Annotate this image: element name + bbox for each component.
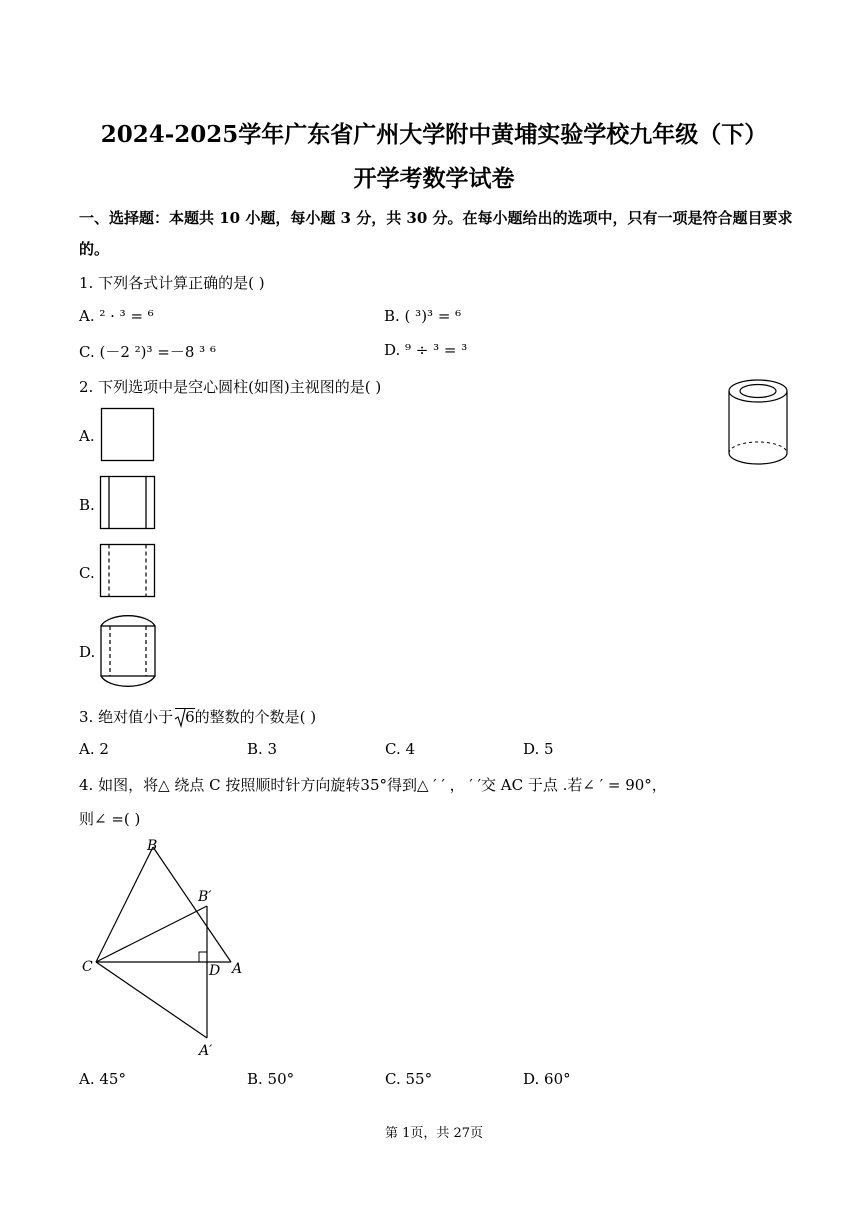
sqrt-expression [175, 708, 195, 726]
question-3-option-b: B. 3 [247, 740, 278, 758]
exam-title-line1: 2024-2025学年广东省广州大学附中黄埔实验学校九年级（下） [100, 121, 768, 148]
question-4-option-c: C. 55° [385, 1070, 433, 1088]
question-4-option-b: B. 50° [247, 1070, 295, 1088]
question-4-option-a: A. 45° [79, 1070, 126, 1088]
option-a-square-figure [101, 408, 155, 462]
question-2-option-b-label: B. [79, 496, 95, 514]
section-heading-continued: 的。 [79, 240, 110, 258]
point-a-label: A [232, 961, 243, 977]
radicand: 6 [185, 708, 195, 726]
question-2-option-d-label: D. [79, 643, 96, 661]
question-1-option-c: C. (－2 ²)³ =－8 ³ ⁶ [79, 343, 216, 361]
question-3-option-d: D. 5 [523, 740, 554, 758]
option-d-arc-figure [98, 610, 160, 694]
question-1-stem: 1. 下列各式计算正确的是( ) [79, 274, 265, 292]
question-1-option-a: A. ² · ³ = ⁶ [79, 307, 154, 325]
page-footer: 第 1页，共 27页 [384, 1126, 484, 1141]
point-a-prime-label: A′ [199, 1043, 213, 1059]
question-4-stem-line2: 则∠ =( ) [79, 810, 141, 828]
radical-sign-icon [175, 709, 185, 727]
hollow-cylinder-figure [725, 378, 791, 470]
point-b-prime-label: B′ [198, 889, 212, 905]
question-3-option-c: C. 4 [385, 740, 416, 758]
question-3-stem-after: 的整数的个数是( ) [194, 708, 317, 726]
point-b-label: B [147, 838, 158, 854]
question-4-stem-line1: 4. 如图，将△ 绕点 C 按照顺时针方向旋转35°得到△ ′ ′ ， ′ ′交 AC 于点 .若∠ ′ = 90°， [79, 776, 667, 794]
option-b-solid-lines-figure [100, 476, 156, 530]
question-3-stem-before: 3. 绝对值小于 [79, 708, 174, 726]
question-1-option-b: B. ( ³)³ = ⁶ [384, 307, 462, 325]
point-c-label: C [82, 959, 93, 975]
question-1-option-d: D. ⁹ ÷ ³ = ³ [384, 341, 468, 359]
option-c-dashed-lines-figure [100, 544, 156, 598]
question-2-option-c-label: C. [79, 564, 95, 582]
question-3-option-a: A. 2 [79, 740, 109, 758]
question-2-option-a-label: A. [79, 427, 95, 445]
section-heading: 一、选择题：本题共 10 小题，每小题 3 分，共 30 分。在每小题给出的选项中，只有一项是符合题目要求 [79, 209, 793, 227]
question-4-option-d: D. 60° [523, 1070, 571, 1088]
question-2-stem: 2. 下列选项中是空心圆柱(如图)主视图的是( ) [79, 378, 382, 396]
rotated-triangle-figure [78, 835, 258, 1065]
point-d-label: D [209, 963, 221, 979]
question-3-stem [79, 706, 316, 727]
exam-title-line2: 开学考数学试卷 [353, 165, 515, 192]
